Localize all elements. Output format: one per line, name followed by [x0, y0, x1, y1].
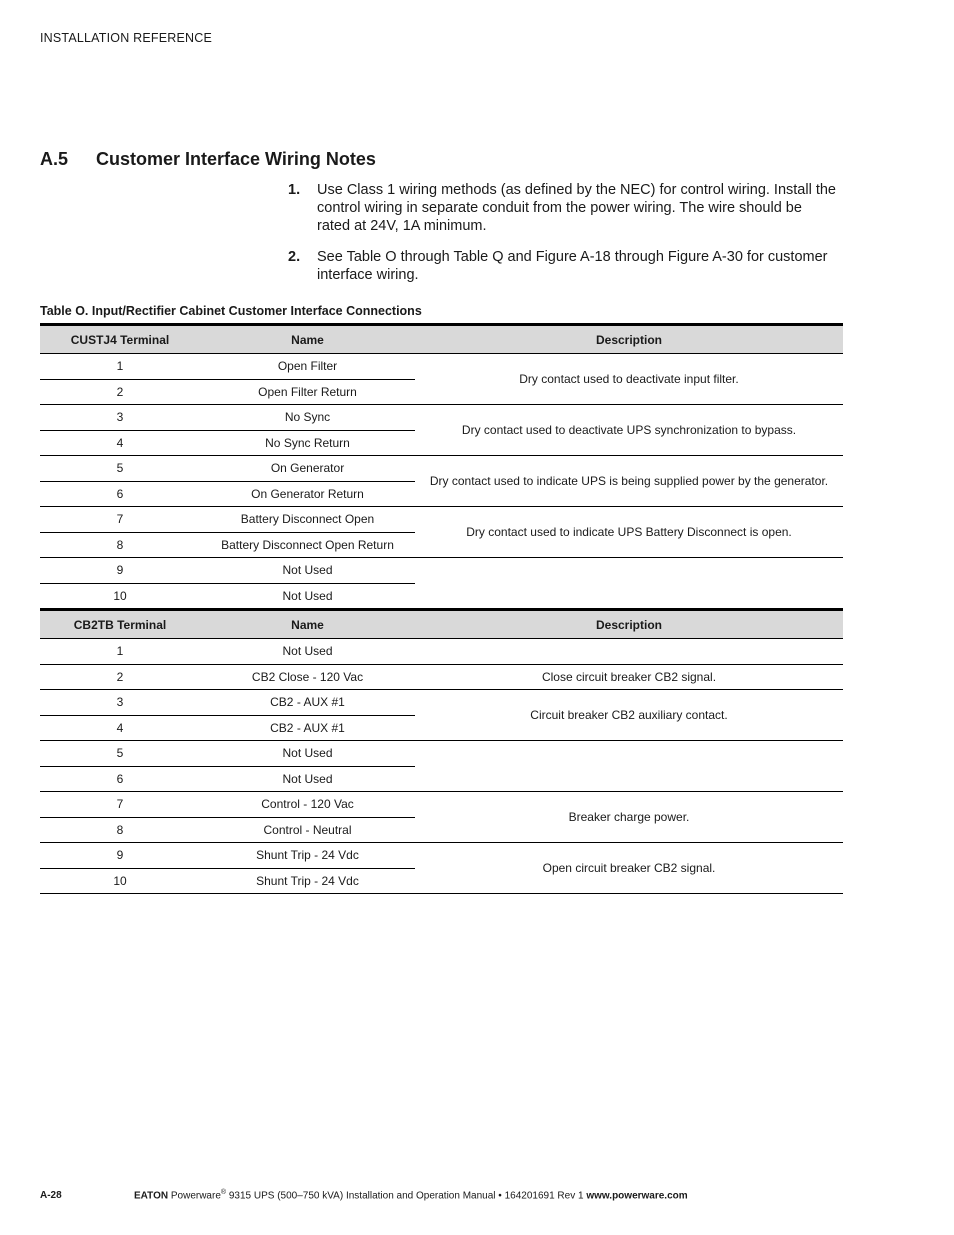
- terminal-cell: 2: [40, 664, 200, 690]
- step-item: [288, 248, 838, 284]
- table-row: [40, 792, 843, 818]
- description-cell: [415, 558, 843, 610]
- terminal-cell: 8: [40, 532, 200, 558]
- name-cell: Open Filter Return: [200, 379, 415, 405]
- description-cell: Dry contact used to deactivate input filter.: [415, 354, 843, 405]
- name-cell: Not Used: [200, 558, 415, 584]
- terminal-cell: 6: [40, 481, 200, 507]
- name-cell: Not Used: [200, 639, 415, 665]
- table-title: Table O. Input/Rectifier Cabinet Customer Interface Connections: [40, 304, 422, 318]
- footer-brand: EATON: [134, 1190, 169, 1202]
- table-row: [40, 639, 843, 665]
- terminal-cell: 10: [40, 868, 200, 894]
- footer-manual-title: 9315 UPS (500–750 kVA) Installation and Operation Manual: [228, 1190, 496, 1202]
- terminal-cell: 1: [40, 354, 200, 380]
- table-row: [40, 558, 843, 584]
- page-footer: [40, 1189, 840, 1201]
- step-text: Use Class 1 wiring methods (as defined by the NEC) for control wiring. Install the control wiring in separate conduit from the power wiring. The wire should be rated at 24V, 1A minimum.: [317, 182, 836, 234]
- description-cell: [415, 741, 843, 792]
- description-cell: Open circuit breaker CB2 signal.: [415, 843, 843, 894]
- column-header: Name: [200, 610, 415, 639]
- name-cell: CB2 Close - 120 Vac: [200, 664, 415, 690]
- description-cell: Circuit breaker CB2 auxiliary contact.: [415, 690, 843, 741]
- terminal-cell: 4: [40, 430, 200, 456]
- terminal-cell: 7: [40, 507, 200, 533]
- terminal-cell: 9: [40, 843, 200, 869]
- table-row: [40, 507, 843, 533]
- name-cell: Battery Disconnect Open Return: [200, 532, 415, 558]
- name-cell: No Sync: [200, 405, 415, 431]
- name-cell: On Generator Return: [200, 481, 415, 507]
- terminal-cell: 3: [40, 405, 200, 431]
- name-cell: Shunt Trip - 24 Vdc: [200, 868, 415, 894]
- footer-doc-number: 164201691 Rev 1: [504, 1190, 584, 1202]
- terminal-cell: 5: [40, 456, 200, 482]
- table-row: [40, 405, 843, 431]
- terminal-cell: 1: [40, 639, 200, 665]
- section-heading: [40, 149, 376, 170]
- name-cell: CB2 - AUX #1: [200, 715, 415, 741]
- step-text: See Table O through Table Q and Figure A-18 through Figure A-30 for customer interface wiring.: [317, 249, 828, 283]
- step-number: 1.: [288, 182, 301, 198]
- page-number: A-28: [40, 1190, 62, 1202]
- name-cell: Control - Neutral: [200, 817, 415, 843]
- name-cell: Not Used: [200, 741, 415, 767]
- table-row: [40, 690, 843, 716]
- column-header: CB2TB Terminal: [40, 610, 200, 639]
- column-header: CUSTJ4 Terminal: [40, 325, 200, 354]
- description-cell: Close circuit breaker CB2 signal.: [415, 664, 843, 690]
- table-row: [40, 664, 843, 690]
- terminal-cell: 8: [40, 817, 200, 843]
- terminal-cell: 4: [40, 715, 200, 741]
- registered-mark: ®: [220, 1189, 227, 1196]
- table-row: [40, 354, 843, 380]
- description-cell: Breaker charge power.: [415, 792, 843, 843]
- table-row: [40, 741, 843, 767]
- terminal-cell: 9: [40, 558, 200, 584]
- name-cell: Shunt Trip - 24 Vdc: [200, 843, 415, 869]
- name-cell: Not Used: [200, 583, 415, 610]
- table-header-row: [40, 325, 843, 354]
- section-number: A.5: [40, 149, 69, 169]
- column-header: Description: [415, 325, 843, 354]
- footer-bullet: •: [498, 1190, 502, 1202]
- description-cell: Dry contact used to indicate UPS Battery Disconnect is open.: [415, 507, 843, 558]
- interface-table: [40, 323, 843, 894]
- steps-list: [288, 181, 838, 297]
- step-item: [288, 181, 838, 235]
- description-cell: [415, 639, 843, 665]
- table-row: [40, 843, 843, 869]
- terminal-cell: 3: [40, 690, 200, 716]
- section-title: Customer Interface Wiring Notes: [96, 149, 376, 169]
- running-header: INSTALLATION REFERENCE: [40, 31, 213, 45]
- step-number: 2.: [288, 249, 301, 265]
- table-row: [40, 456, 843, 482]
- terminal-cell: 5: [40, 741, 200, 767]
- name-cell: Open Filter: [200, 354, 415, 380]
- description-cell: Dry contact used to indicate UPS is being supplied power by the generator.: [415, 456, 843, 507]
- name-cell: Battery Disconnect Open: [200, 507, 415, 533]
- column-header: Name: [200, 325, 415, 354]
- terminal-cell: 7: [40, 792, 200, 818]
- name-cell: No Sync Return: [200, 430, 415, 456]
- column-header: Description: [415, 610, 843, 639]
- name-cell: CB2 - AUX #1: [200, 690, 415, 716]
- terminal-cell: 2: [40, 379, 200, 405]
- name-cell: Control - 120 Vac: [200, 792, 415, 818]
- name-cell: Not Used: [200, 766, 415, 792]
- terminal-cell: 6: [40, 766, 200, 792]
- footer-url[interactable]: www.powerware.com: [586, 1190, 688, 1202]
- footer-product: Powerware: [170, 1190, 221, 1202]
- description-cell: Dry contact used to deactivate UPS synchronization to bypass.: [415, 405, 843, 456]
- table-header-row: [40, 610, 843, 639]
- terminal-cell: 10: [40, 583, 200, 610]
- name-cell: On Generator: [200, 456, 415, 482]
